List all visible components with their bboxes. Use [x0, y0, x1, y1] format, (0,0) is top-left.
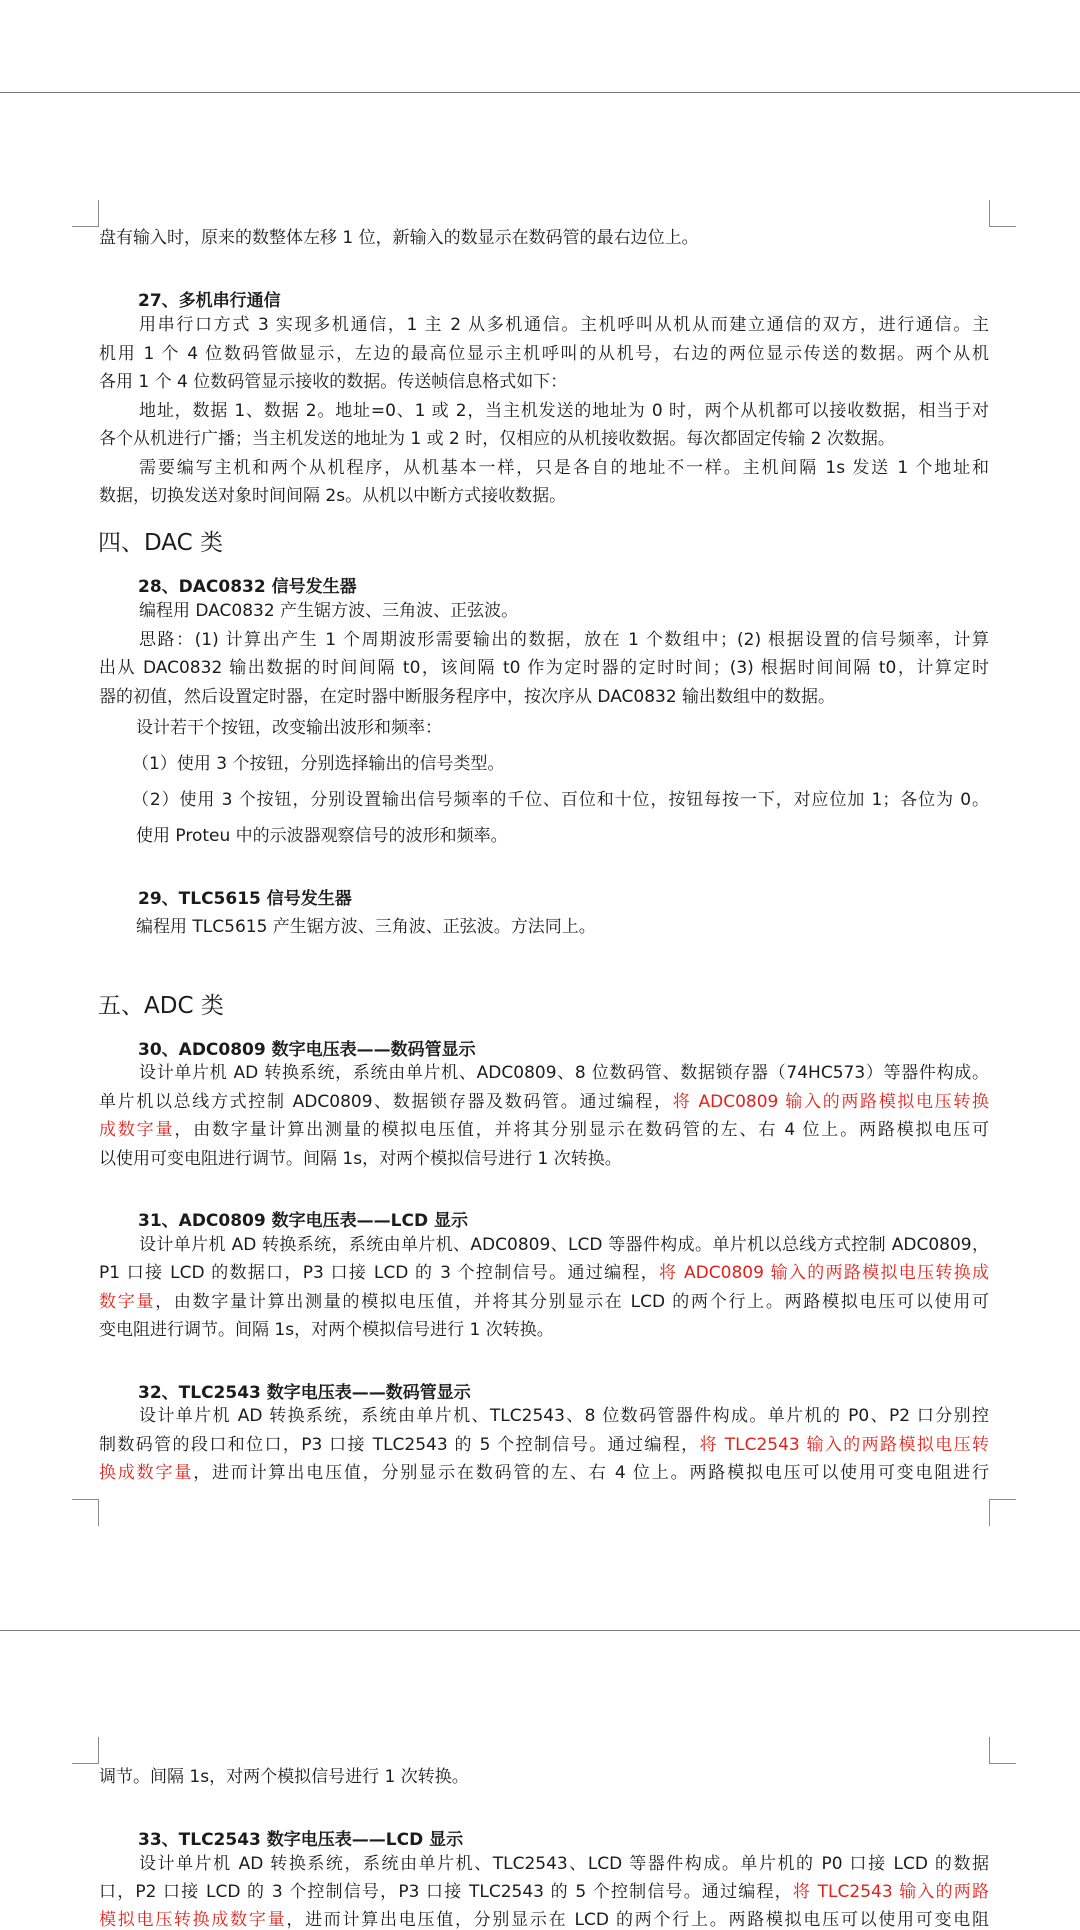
paragraph-line: 变电阻进行调节。间隔 1s，对两个模拟信号进行 1 次转换。	[99, 1320, 554, 1340]
crop-mark-top-right	[989, 200, 1016, 227]
paragraph-line: （1）使用 3 个按钮，分别选择输出的信号类型。	[132, 754, 505, 774]
paragraph-line: 数据，切换发送对象时间间隔 2s。从机以中断方式接收数据。	[99, 486, 567, 506]
paragraph-line: 思路：(1) 计算出产生 1 个周期波形需要输出的数据，放在 1 个数组中；(2) 根据设置的信号频率，计算	[139, 630, 989, 650]
chapter-heading-dac: 四、DAC 类	[98, 530, 224, 556]
paragraph-line	[99, 1263, 989, 1283]
crop-mark-bottom-left	[72, 1499, 99, 1526]
paragraph-line	[99, 1882, 989, 1902]
crop-mark-page2-top-right	[989, 1737, 1016, 1764]
paragraph-text: ，进而计算出电压值，分别显示在数码管的左、右 4 位上。两路模拟电压可以使用可变电阻进行	[193, 1463, 990, 1483]
paragraph-line: 器的初值，然后设置定时器，在定时器中断服务程序中，按次序从 DAC0832 输出数组中的数据。	[99, 687, 836, 707]
paragraph-line: 地址，数据 1、数据 2。地址=0、1 或 2，当主机发送的地址为 0 时，两个从机都可以接收数据，相当于对	[139, 401, 989, 421]
paragraph-line: 需要编写主机和两个从机程序，从机基本一样，只是各自的地址不一样。主机间隔 1s 发送 1 个地址和	[139, 458, 989, 478]
highlighted-text: 模拟电压转换成数字量	[99, 1910, 287, 1930]
paragraph-line	[99, 1120, 989, 1140]
highlighted-text: 将 ADC0809 输入的两路模拟电压转换	[672, 1092, 989, 1112]
highlighted-text: 数字量	[99, 1292, 156, 1312]
section-heading-27: 27、多机串行通信	[138, 291, 281, 311]
page-separator-top	[0, 92, 1080, 93]
paragraph-line: 盘有输入时，原来的数整体左移 1 位，新输入的数显示在数码管的最右边位上。	[99, 228, 699, 248]
paragraph-line: 编程用 DAC0832 产生锯方波、三角波、正弦波。	[139, 601, 519, 621]
section-heading-30: 30、ADC0809 数字电压表——数码管显示	[138, 1040, 476, 1060]
highlighted-text: 成数字量	[99, 1120, 175, 1140]
section-heading-32: 32、TLC2543 数字电压表——数码管显示	[138, 1383, 471, 1403]
paragraph-text: P1 口接 LCD 的数据口，P3 口接 LCD 的 3 个控制信号。通过编程，	[99, 1263, 660, 1283]
section-heading-31: 31、ADC0809 数字电压表——LCD 显示	[138, 1211, 468, 1231]
paragraph-line: 用串行口方式 3 实现多机通信，1 主 2 从多机通信。主机呼叫从机从而建立通信的双方，进行通信。主	[139, 315, 989, 335]
paragraph-line	[99, 1435, 989, 1455]
section-heading-28: 28、DAC0832 信号发生器	[138, 577, 357, 597]
paragraph-line	[99, 1910, 989, 1930]
highlighted-text: 将 ADC0809 输入的两路模拟电压转换成	[659, 1263, 990, 1283]
paragraph-line: 各用 1 个 4 位数码管显示接收的数据。传送帧信息格式如下：	[99, 372, 568, 392]
paragraph-line	[99, 1292, 989, 1312]
paragraph-text: ，由数字量计算出测量的模拟电压值，并将其分别显示在数码管的左、右 4 位上。两路模拟电压可	[174, 1120, 990, 1140]
crop-mark-bottom-right	[989, 1499, 1016, 1526]
paragraph-text: 口，P2 口接 LCD 的 3 个控制信号，P3 口接 TLC2543 的 5 个控制信号。通过编程，	[99, 1882, 793, 1902]
paragraph-line: 编程用 TLC5615 产生锯方波、三角波、正弦波。方法同上。	[136, 917, 596, 937]
paragraph-line: 出从 DAC0832 输出数据的时间间隔 t0，该间隔 t0 作为定时器的定时时间；(3) 根据时间间隔 t0，计算定时	[99, 658, 989, 678]
paragraph-line: 各个从机进行广播；当主机发送的地址为 1 或 2 时，仅相应的从机接收数据。每次都固定传输 2 次数据。	[99, 429, 895, 449]
highlighted-text: 换成数字量	[99, 1463, 194, 1483]
paragraph-line	[99, 1092, 989, 1112]
paragraph-line: （2）使用 3 个按钮，分别设置输出信号频率的千位、百位和十位，按钮每按一下，对应位加 1；各位为 0。	[132, 790, 989, 810]
paragraph-line: 设计单片机 AD 转换系统，系统由单片机、TLC2543、LCD 等器件构成。单片机的 P0 口接 LCD 的数据	[139, 1854, 989, 1874]
highlighted-text: 将 TLC2543 输入的两路模拟电压转	[699, 1435, 990, 1455]
paragraph-text: ，进而计算出电压值，分别显示在 LCD 的两个行上。两路模拟电压可以使用可变电阻	[286, 1910, 989, 1930]
paragraph-line: 机用 1 个 4 位数码管做显示，左边的最高位显示主机呼叫的从机号，右边的两位显示传送的数据。两个从机	[99, 344, 989, 364]
chapter-heading-adc: 五、ADC 类	[98, 993, 224, 1019]
paragraph-text: 单片机以总线方式控制 ADC0809、数据锁存器及数码管。通过编程，	[99, 1092, 673, 1112]
crop-mark-page2-top-left	[72, 1737, 99, 1764]
crop-mark-top-left	[72, 200, 99, 227]
section-heading-33: 33、TLC2543 数字电压表——LCD 显示	[138, 1830, 464, 1850]
paragraph-text: ，由数字量计算出测量的模拟电压值，并将其分别显示在 LCD 的两个行上。两路模拟电压可以使用可	[155, 1292, 989, 1312]
paragraph-line: 以使用可变电阻进行调节。间隔 1s，对两个模拟信号进行 1 次转换。	[99, 1149, 622, 1169]
paragraph-line: 设计若干个按钮，改变输出波形和频率：	[136, 718, 442, 738]
paragraph-text: 制数码管的段口和位口，P3 口接 TLC2543 的 5 个控制信号。通过编程，	[99, 1435, 700, 1455]
paragraph-line: 设计单片机 AD 转换系统，系统由单片机、ADC0809、LCD 等器件构成。单片机以总线方式控制 ADC0809，	[139, 1235, 989, 1255]
paragraph-line: 调节。间隔 1s，对两个模拟信号进行 1 次转换。	[99, 1767, 469, 1787]
page-separator-middle	[0, 1630, 1080, 1631]
paragraph-line: 设计单片机 AD 转换系统，系统由单片机、TLC2543、8 位数码管器件构成。单片机的 P0、P2 口分别控	[139, 1406, 989, 1426]
paragraph-line: 设计单片机 AD 转换系统，系统由单片机、ADC0809、8 位数码管、数据锁存器（74HC573）等器件构成。	[139, 1063, 989, 1083]
paragraph-line	[99, 1463, 989, 1483]
highlighted-text: 将 TLC2543 输入的两路	[792, 1882, 989, 1902]
section-heading-29: 29、TLC5615 信号发生器	[138, 889, 352, 909]
paragraph-line: 使用 Proteu 中的示波器观察信号的波形和频率。	[136, 826, 508, 846]
